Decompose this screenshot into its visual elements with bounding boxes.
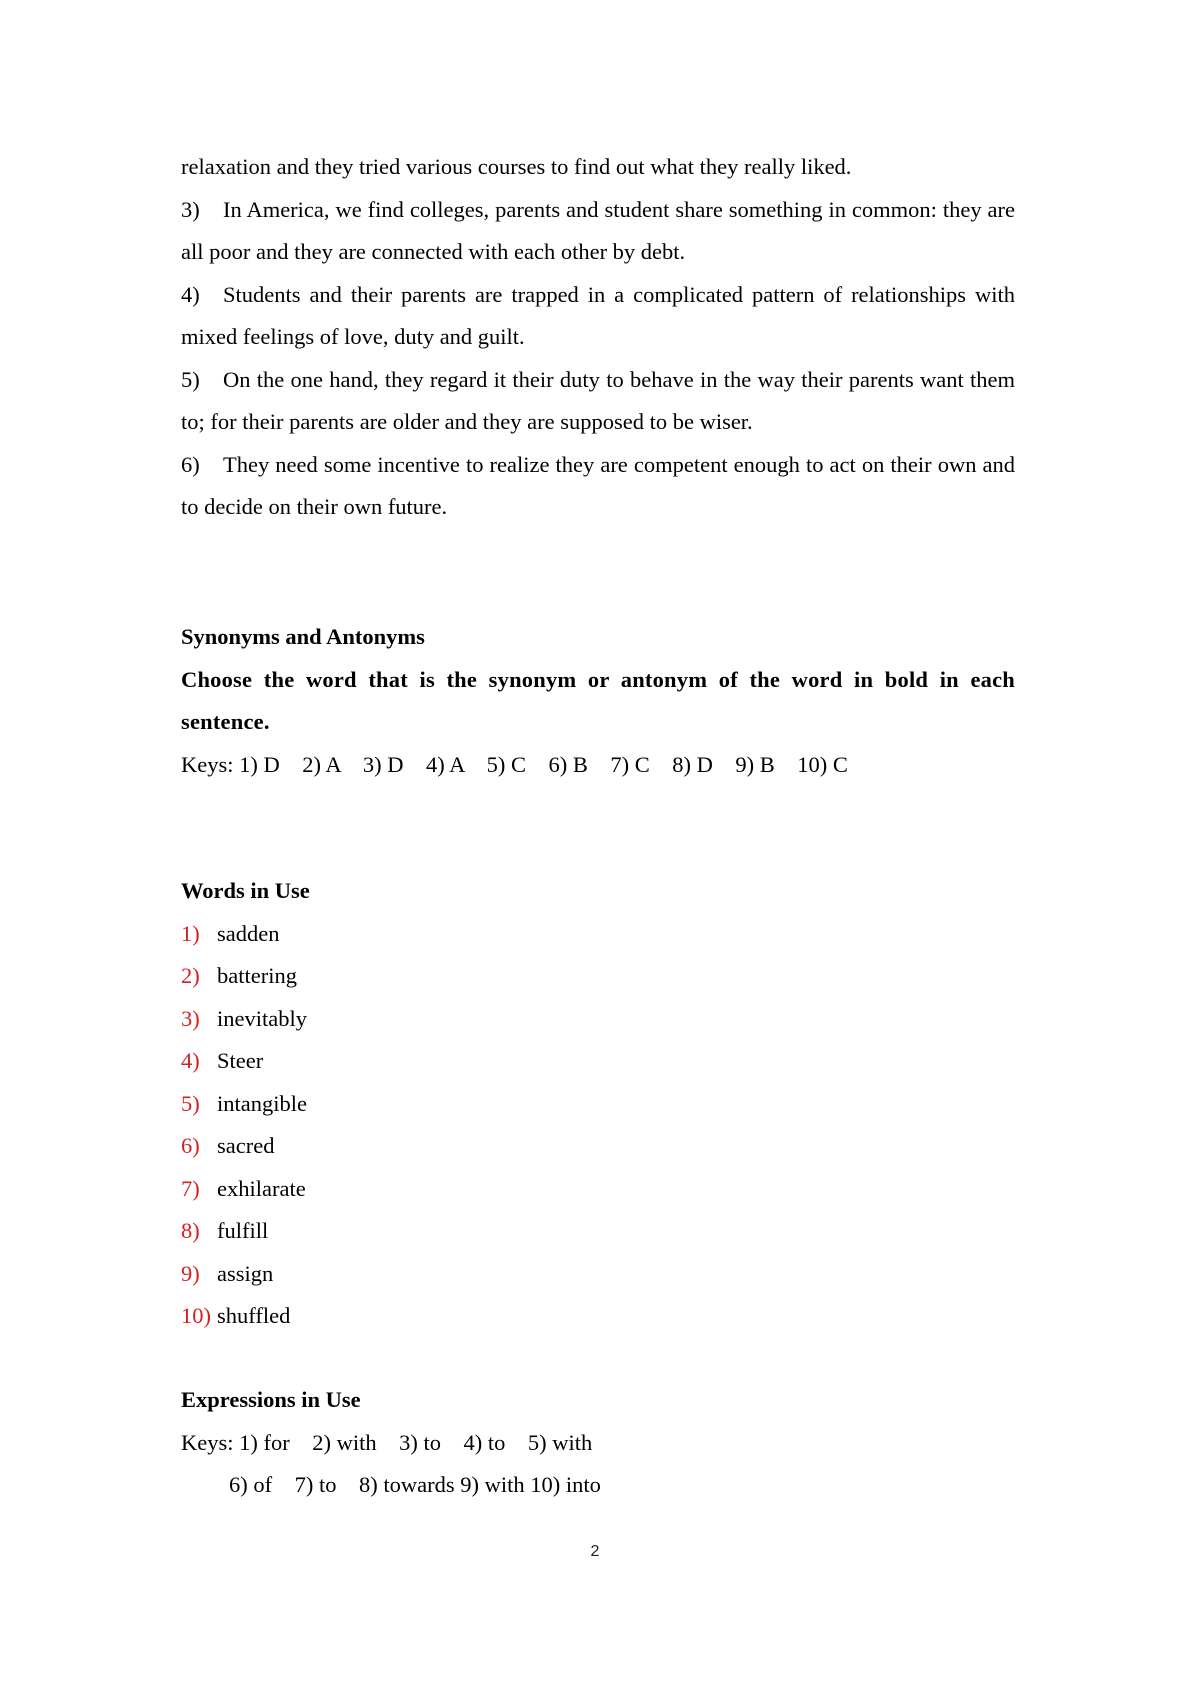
list-item [181, 913, 1015, 956]
list-item-number: 1) [181, 920, 200, 946]
intro-item-4 [181, 274, 1015, 359]
list-item-word: battering [217, 963, 297, 988]
intro-item-5 [181, 359, 1015, 444]
words-in-use-list [181, 913, 1015, 1338]
list-item-number: 9) [181, 1260, 200, 1286]
list-item [181, 955, 1015, 998]
expressions-keys-line-2: 6) of 7) to 8) towards 9) with 10) into [229, 1472, 601, 1497]
intro-item-6 [181, 444, 1015, 529]
list-item-word: sacred [217, 1133, 275, 1158]
list-item [181, 1295, 1015, 1338]
list-item-number: 10) [181, 1303, 211, 1328]
list-item-word: inevitably [217, 1005, 307, 1031]
list-item-number: 2) [181, 963, 200, 988]
expressions-keys-line-1: Keys: 1) for 2) with 3) to 4) to 5) with [181, 1429, 593, 1455]
intro-section [181, 146, 1015, 529]
list-item-number: 7) [181, 1175, 200, 1201]
list-item [181, 1253, 1015, 1296]
list-item [181, 1083, 1015, 1126]
list-item-word: intangible [217, 1090, 307, 1116]
intro-item-number: 3) [181, 196, 200, 222]
list-item [181, 998, 1015, 1041]
list-item [181, 1210, 1015, 1253]
list-item-number: 4) [181, 1048, 200, 1073]
intro-item-text: They need some incentive to realize they are competent enough to act on their own and to decide on their own future. [181, 451, 1015, 519]
intro-item-text: In America, we find colleges, parents and student share something in common: they are all poor and they are connected with each other by debt. [181, 196, 1015, 264]
synonyms-keys: Keys: 1) D 2) A 3) D 4) A 5) C 6) B 7) C 8) D 9) B 10) C [181, 751, 848, 777]
list-item-word: shuffled [217, 1303, 291, 1328]
list-item-word: exhilarate [217, 1175, 306, 1201]
intro-item-number: 5) [181, 366, 200, 392]
list-item [181, 1040, 1015, 1083]
words-in-use-heading: Words in Use [181, 878, 310, 903]
page-number: 2 [590, 1543, 600, 1560]
intro-item-number: 6) [181, 451, 200, 477]
synonyms-instruction: Choose the word that is the synonym or antonym of the word in bold in each sentence. [181, 666, 1015, 734]
list-item-number: 3) [181, 1005, 200, 1031]
list-item-number: 6) [181, 1133, 200, 1158]
list-item-word: fulfill [217, 1218, 269, 1243]
intro-carryover-text: relaxation and they tried various courses to find out what they really liked. [181, 154, 852, 179]
synonyms-heading: Synonyms and Antonyms [181, 624, 425, 649]
list-item-number: 5) [181, 1090, 200, 1116]
list-item-word: assign [217, 1260, 274, 1286]
expressions-section [181, 1379, 1015, 1507]
list-item-word: Steer [217, 1048, 264, 1073]
list-item-word: sadden [217, 920, 280, 946]
intro-item-3 [181, 189, 1015, 274]
list-item [181, 1168, 1015, 1211]
words-in-use-section [181, 870, 1015, 1338]
expressions-heading: Expressions in Use [181, 1387, 361, 1412]
list-item [181, 1125, 1015, 1168]
intro-item-number: 4) [181, 281, 200, 307]
list-item-number: 8) [181, 1218, 200, 1243]
intro-item-text: Students and their parents are trapped in a complicated pattern of relationships with mixed feelings of love, duty and guilt. [181, 281, 1015, 349]
intro-item-text: On the one hand, they regard it their duty to behave in the way their parents want them to; for their parents are older and they are supposed to be wiser. [181, 366, 1015, 434]
synonyms-section [181, 616, 1015, 786]
